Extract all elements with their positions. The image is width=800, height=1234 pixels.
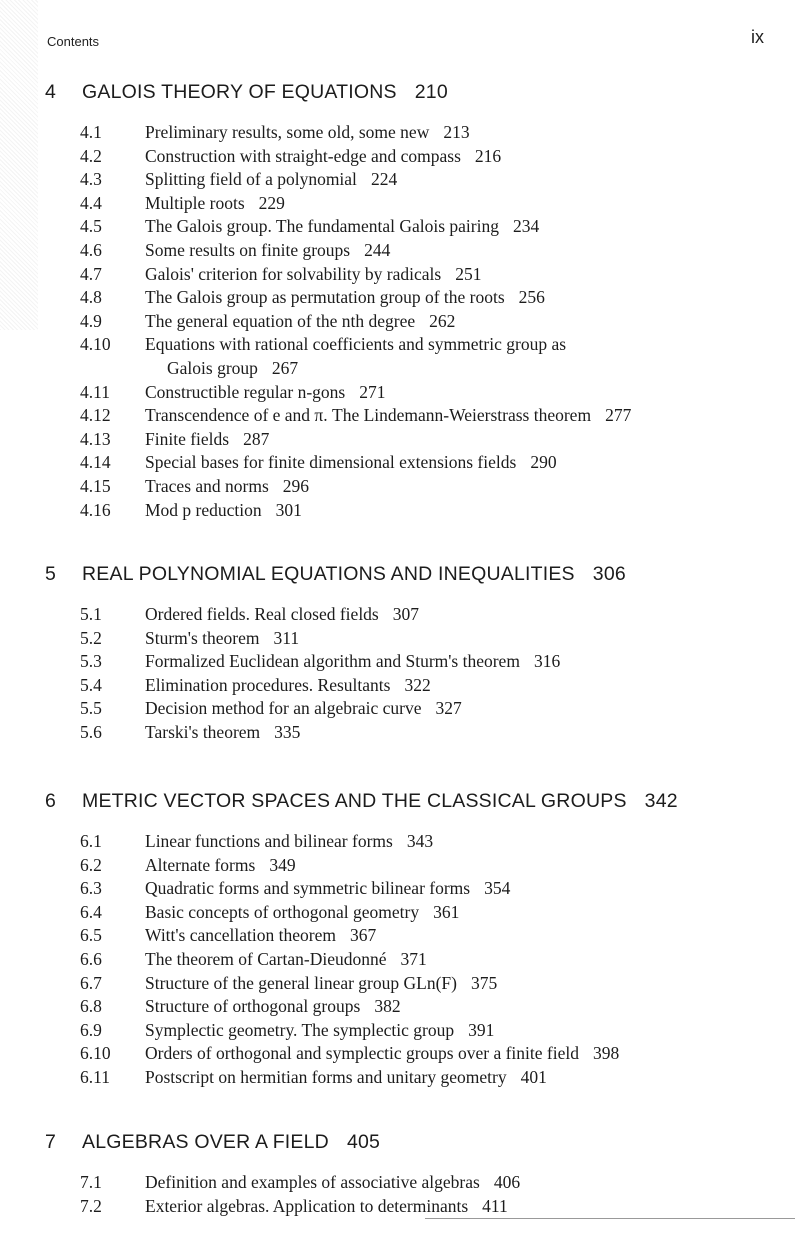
toc-entry	[45, 475, 780, 499]
section-title: Special bases for finite dimensional extensions fields	[145, 452, 517, 473]
toc-entry	[45, 1019, 780, 1043]
section-number: 5.1	[80, 604, 102, 624]
section-number: 5.2	[80, 627, 102, 648]
section-title-line	[145, 310, 780, 334]
chapter-number: 5	[45, 563, 57, 585]
toc-entry	[45, 168, 780, 192]
section-number: 4.7	[80, 263, 102, 284]
section-title-line	[145, 924, 780, 948]
section-page: 367	[350, 925, 377, 946]
section-number: 4.1	[80, 122, 102, 142]
section-number: 4.8	[80, 287, 102, 308]
section-page: 327	[435, 698, 462, 719]
chapter-title: GALOIS THEORY OF EQUATIONS	[82, 81, 397, 103]
section-page: 375	[470, 972, 498, 993]
section-title: Galois' criterion for solvability by radicals	[145, 263, 442, 284]
toc-entry	[45, 145, 780, 169]
section-number: 7.2	[80, 1195, 102, 1216]
section-page: 391	[468, 1019, 495, 1040]
section-title-line	[145, 239, 780, 263]
toc-entry-continuation	[45, 357, 780, 381]
section-title-line	[145, 995, 780, 1019]
toc-entry	[45, 995, 780, 1019]
section-page: 343	[406, 831, 434, 851]
section-title: Ordered fields. Real closed fields	[145, 604, 379, 624]
toc-entry	[45, 603, 780, 627]
chapter	[45, 561, 780, 745]
section-page: 401	[520, 1066, 547, 1087]
chapter-page: 210	[414, 81, 448, 103]
chapter-number: 7	[45, 1131, 57, 1153]
section-title-line	[145, 168, 780, 192]
section-page: 406	[493, 1172, 521, 1192]
toc-entry	[45, 697, 780, 721]
section-number: 5.6	[80, 721, 102, 742]
chapter	[45, 788, 780, 1090]
toc-entry	[45, 428, 780, 452]
toc-entry	[45, 239, 780, 263]
section-title-line	[145, 428, 780, 452]
section-title-line	[145, 215, 780, 239]
section-number: 6.7	[80, 972, 102, 993]
section-number: 6.8	[80, 996, 102, 1017]
section-page: 316	[533, 651, 561, 672]
section-title-line	[145, 650, 780, 674]
toc-entry	[45, 310, 780, 334]
section-title-line	[145, 830, 780, 854]
section-title: Transcendence of e and π. The Lindemann-Weierstrass theorem	[145, 405, 592, 426]
section-title-line	[145, 854, 780, 878]
section-number: 5.3	[80, 651, 102, 672]
section-number: 6.9	[80, 1019, 102, 1040]
section-page: 307	[392, 604, 419, 624]
section-title-line	[145, 451, 780, 475]
section-number: 4.2	[80, 145, 102, 166]
toc-entry	[45, 286, 780, 310]
section-title: The Galois group. The fundamental Galois pairing	[145, 216, 499, 237]
toc-entry	[45, 381, 780, 405]
toc-entry	[45, 333, 780, 357]
section-title: Linear functions and bilinear forms	[145, 831, 393, 851]
section-title: Decision method for an algebraic curve	[145, 698, 422, 719]
section-page: 398	[592, 1043, 620, 1064]
section-number: 6.11	[80, 1066, 110, 1087]
section-title: Mod p reduction	[145, 499, 262, 520]
section-page: 216	[474, 145, 502, 166]
chapter-title: REAL POLYNOMIAL EQUATIONS AND INEQUALITIES	[82, 563, 575, 585]
section-title: Sturm's theorem	[145, 627, 260, 648]
toc-entry	[45, 404, 780, 428]
section-title: Witt's cancellation theorem	[145, 925, 336, 946]
chapter-title: ALGEBRAS OVER A FIELD	[82, 1131, 329, 1153]
section-page: 287	[243, 428, 270, 449]
section-page: 311	[273, 627, 300, 648]
toc-entry	[45, 499, 780, 523]
section-title: Quadratic forms and symmetric bilinear forms	[145, 878, 471, 899]
section-title: Splitting field of a polynomial	[145, 169, 357, 190]
section-title-line	[145, 674, 780, 698]
section-number: 6.2	[80, 854, 102, 875]
section-page: 262	[429, 310, 456, 331]
chapter-heading	[45, 79, 780, 105]
section-title: Preliminary results, some old, some new	[145, 122, 430, 142]
toc-entry	[45, 121, 780, 145]
section-page: 256	[518, 287, 545, 308]
section-number: 6.4	[80, 901, 102, 922]
section-number: 4.12	[80, 405, 111, 426]
chapter-title: METRIC VECTOR SPACES AND THE CLASSICAL GROUPS	[82, 790, 627, 812]
section-title: Definition and examples of associative algebras	[145, 1172, 480, 1192]
section-title-line	[145, 972, 780, 996]
toc-entry	[45, 924, 780, 948]
section-title: Alternate forms	[145, 854, 256, 875]
section-title: Construction with straight-edge and compass	[145, 145, 461, 166]
section-page: 271	[359, 381, 386, 402]
section-title: Finite fields	[145, 428, 230, 449]
section-title-line	[145, 404, 780, 428]
toc-entry	[45, 215, 780, 239]
section-number: 5.5	[80, 698, 102, 719]
chapter	[45, 79, 780, 522]
section-number: 5.4	[80, 674, 102, 695]
section-title: Constructible regular n-gons	[145, 381, 346, 402]
section-page: 277	[605, 405, 632, 426]
section-number: 6.5	[80, 925, 102, 946]
section-title: Elimination procedures. Resultants	[145, 674, 391, 695]
section-title-line	[145, 603, 780, 627]
section-title-line	[145, 145, 780, 169]
section-number: 4.4	[80, 192, 102, 213]
section-number: 4.5	[80, 216, 102, 237]
section-title: Postscript on hermitian forms and unitary geometry	[145, 1066, 507, 1087]
section-page: 234	[512, 216, 540, 237]
section-number: 4.13	[80, 428, 111, 449]
section-number-blank	[45, 357, 145, 381]
section-page: 267	[271, 357, 299, 378]
section-title: Multiple roots	[145, 192, 245, 213]
section-title-line	[145, 381, 780, 405]
section-title-line	[145, 475, 780, 499]
section-title: Symplectic geometry. The symplectic group	[145, 1019, 455, 1040]
section-number: 4.16	[80, 499, 111, 520]
chapter-heading	[45, 1129, 780, 1155]
section-title-line	[145, 121, 780, 145]
section-number: 4.11	[80, 381, 110, 402]
chapter-number: 6	[45, 790, 57, 812]
toc-entry	[45, 1042, 780, 1066]
section-title-line	[145, 1019, 780, 1043]
section-number: 4.6	[80, 239, 102, 260]
section-page: 411	[482, 1195, 508, 1216]
section-title-line	[145, 263, 780, 287]
section-title-line	[145, 697, 780, 721]
section-title: Equations with rational coefficients and symmetric group as	[145, 334, 567, 355]
section-title-line	[145, 192, 780, 216]
section-title-line	[145, 1195, 780, 1219]
section-number: 7.1	[80, 1172, 102, 1192]
toc-entry	[45, 854, 780, 878]
section-title: Tarski's theorem	[145, 721, 261, 742]
toc-entry	[45, 1195, 780, 1219]
section-page: 371	[400, 948, 427, 969]
toc-entry	[45, 721, 780, 745]
toc-entry	[45, 948, 780, 972]
section-page: 382	[374, 996, 401, 1017]
section-title-line	[145, 1066, 780, 1090]
toc-entry	[45, 627, 780, 651]
section-page: 335	[274, 721, 301, 742]
section-title-line	[145, 948, 780, 972]
section-page: 244	[364, 239, 391, 260]
toc-entry	[45, 263, 780, 287]
section-page: 290	[530, 452, 557, 473]
toc-entry	[45, 674, 780, 698]
section-title-cont-text: Galois group	[167, 357, 258, 378]
toc-entry	[45, 830, 780, 854]
section-list	[45, 830, 780, 1090]
section-page: 213	[443, 122, 470, 142]
section-page: 251	[455, 263, 482, 284]
page-number: ix	[751, 27, 764, 47]
section-title-line	[145, 1042, 780, 1066]
section-title-line	[145, 901, 780, 925]
section-title: The general equation of the nth degree	[145, 310, 416, 331]
section-list	[45, 603, 780, 745]
section-title-line	[145, 286, 780, 310]
section-number: 4.10	[80, 334, 111, 355]
section-number: 4.3	[80, 169, 102, 190]
section-page: 322	[404, 674, 431, 695]
footer-rule	[425, 1218, 795, 1219]
section-title-line	[145, 721, 780, 745]
section-title: Formalized Euclidean algorithm and Sturm's theorem	[145, 651, 520, 672]
section-title: Exterior algebras. Application to determinants	[145, 1195, 469, 1216]
section-title-line	[145, 877, 780, 901]
chapter-page: 342	[644, 790, 678, 812]
section-page: 349	[269, 854, 296, 875]
page-edge-shading	[0, 0, 38, 330]
section-title: Orders of orthogonal and symplectic groups over a finite field	[145, 1043, 579, 1064]
toc-entry	[45, 650, 780, 674]
section-page: 296	[282, 475, 310, 496]
chapter-page: 306	[592, 563, 626, 585]
section-title-line	[145, 1171, 780, 1195]
chapter	[45, 1129, 780, 1218]
section-number: 6.1	[80, 831, 102, 851]
section-title-continued	[145, 357, 780, 381]
section-number: 4.14	[80, 452, 111, 473]
toc-entry	[45, 451, 780, 475]
chapter-number: 4	[45, 81, 57, 103]
section-page: 361	[433, 901, 460, 922]
running-head: Contents	[47, 34, 100, 49]
section-number: 4.9	[80, 310, 102, 331]
section-title: Basic concepts of orthogonal geometry	[145, 901, 420, 922]
section-title: Some results on finite groups	[145, 239, 351, 260]
section-title: Structure of orthogonal groups	[145, 996, 361, 1017]
section-number: 4.15	[80, 475, 111, 496]
section-title: Structure of the general linear group GLn(F)	[145, 972, 457, 993]
section-page: 224	[370, 169, 398, 190]
toc-entry	[45, 901, 780, 925]
section-number: 6.6	[80, 948, 102, 969]
toc-entry	[45, 877, 780, 901]
chapter-heading	[45, 561, 780, 587]
section-page: 301	[275, 499, 302, 520]
section-number: 6.3	[80, 878, 102, 899]
toc-entry	[45, 1066, 780, 1090]
section-page: 354	[484, 878, 511, 899]
section-title: The Galois group as permutation group of the roots	[145, 287, 505, 308]
toc-entry	[45, 1171, 780, 1195]
section-list	[45, 121, 780, 522]
section-title: Traces and norms	[145, 475, 269, 496]
section-title-line	[145, 499, 780, 523]
section-list	[45, 1171, 780, 1218]
chapter-page: 405	[346, 1131, 381, 1153]
section-number: 6.10	[80, 1043, 111, 1064]
toc-entry	[45, 192, 780, 216]
section-title-line	[145, 627, 780, 651]
section-title: The theorem of Cartan-Dieudonné	[145, 948, 387, 969]
section-page: 229	[258, 192, 285, 213]
chapter-heading	[45, 788, 780, 814]
toc-entry	[45, 972, 780, 996]
